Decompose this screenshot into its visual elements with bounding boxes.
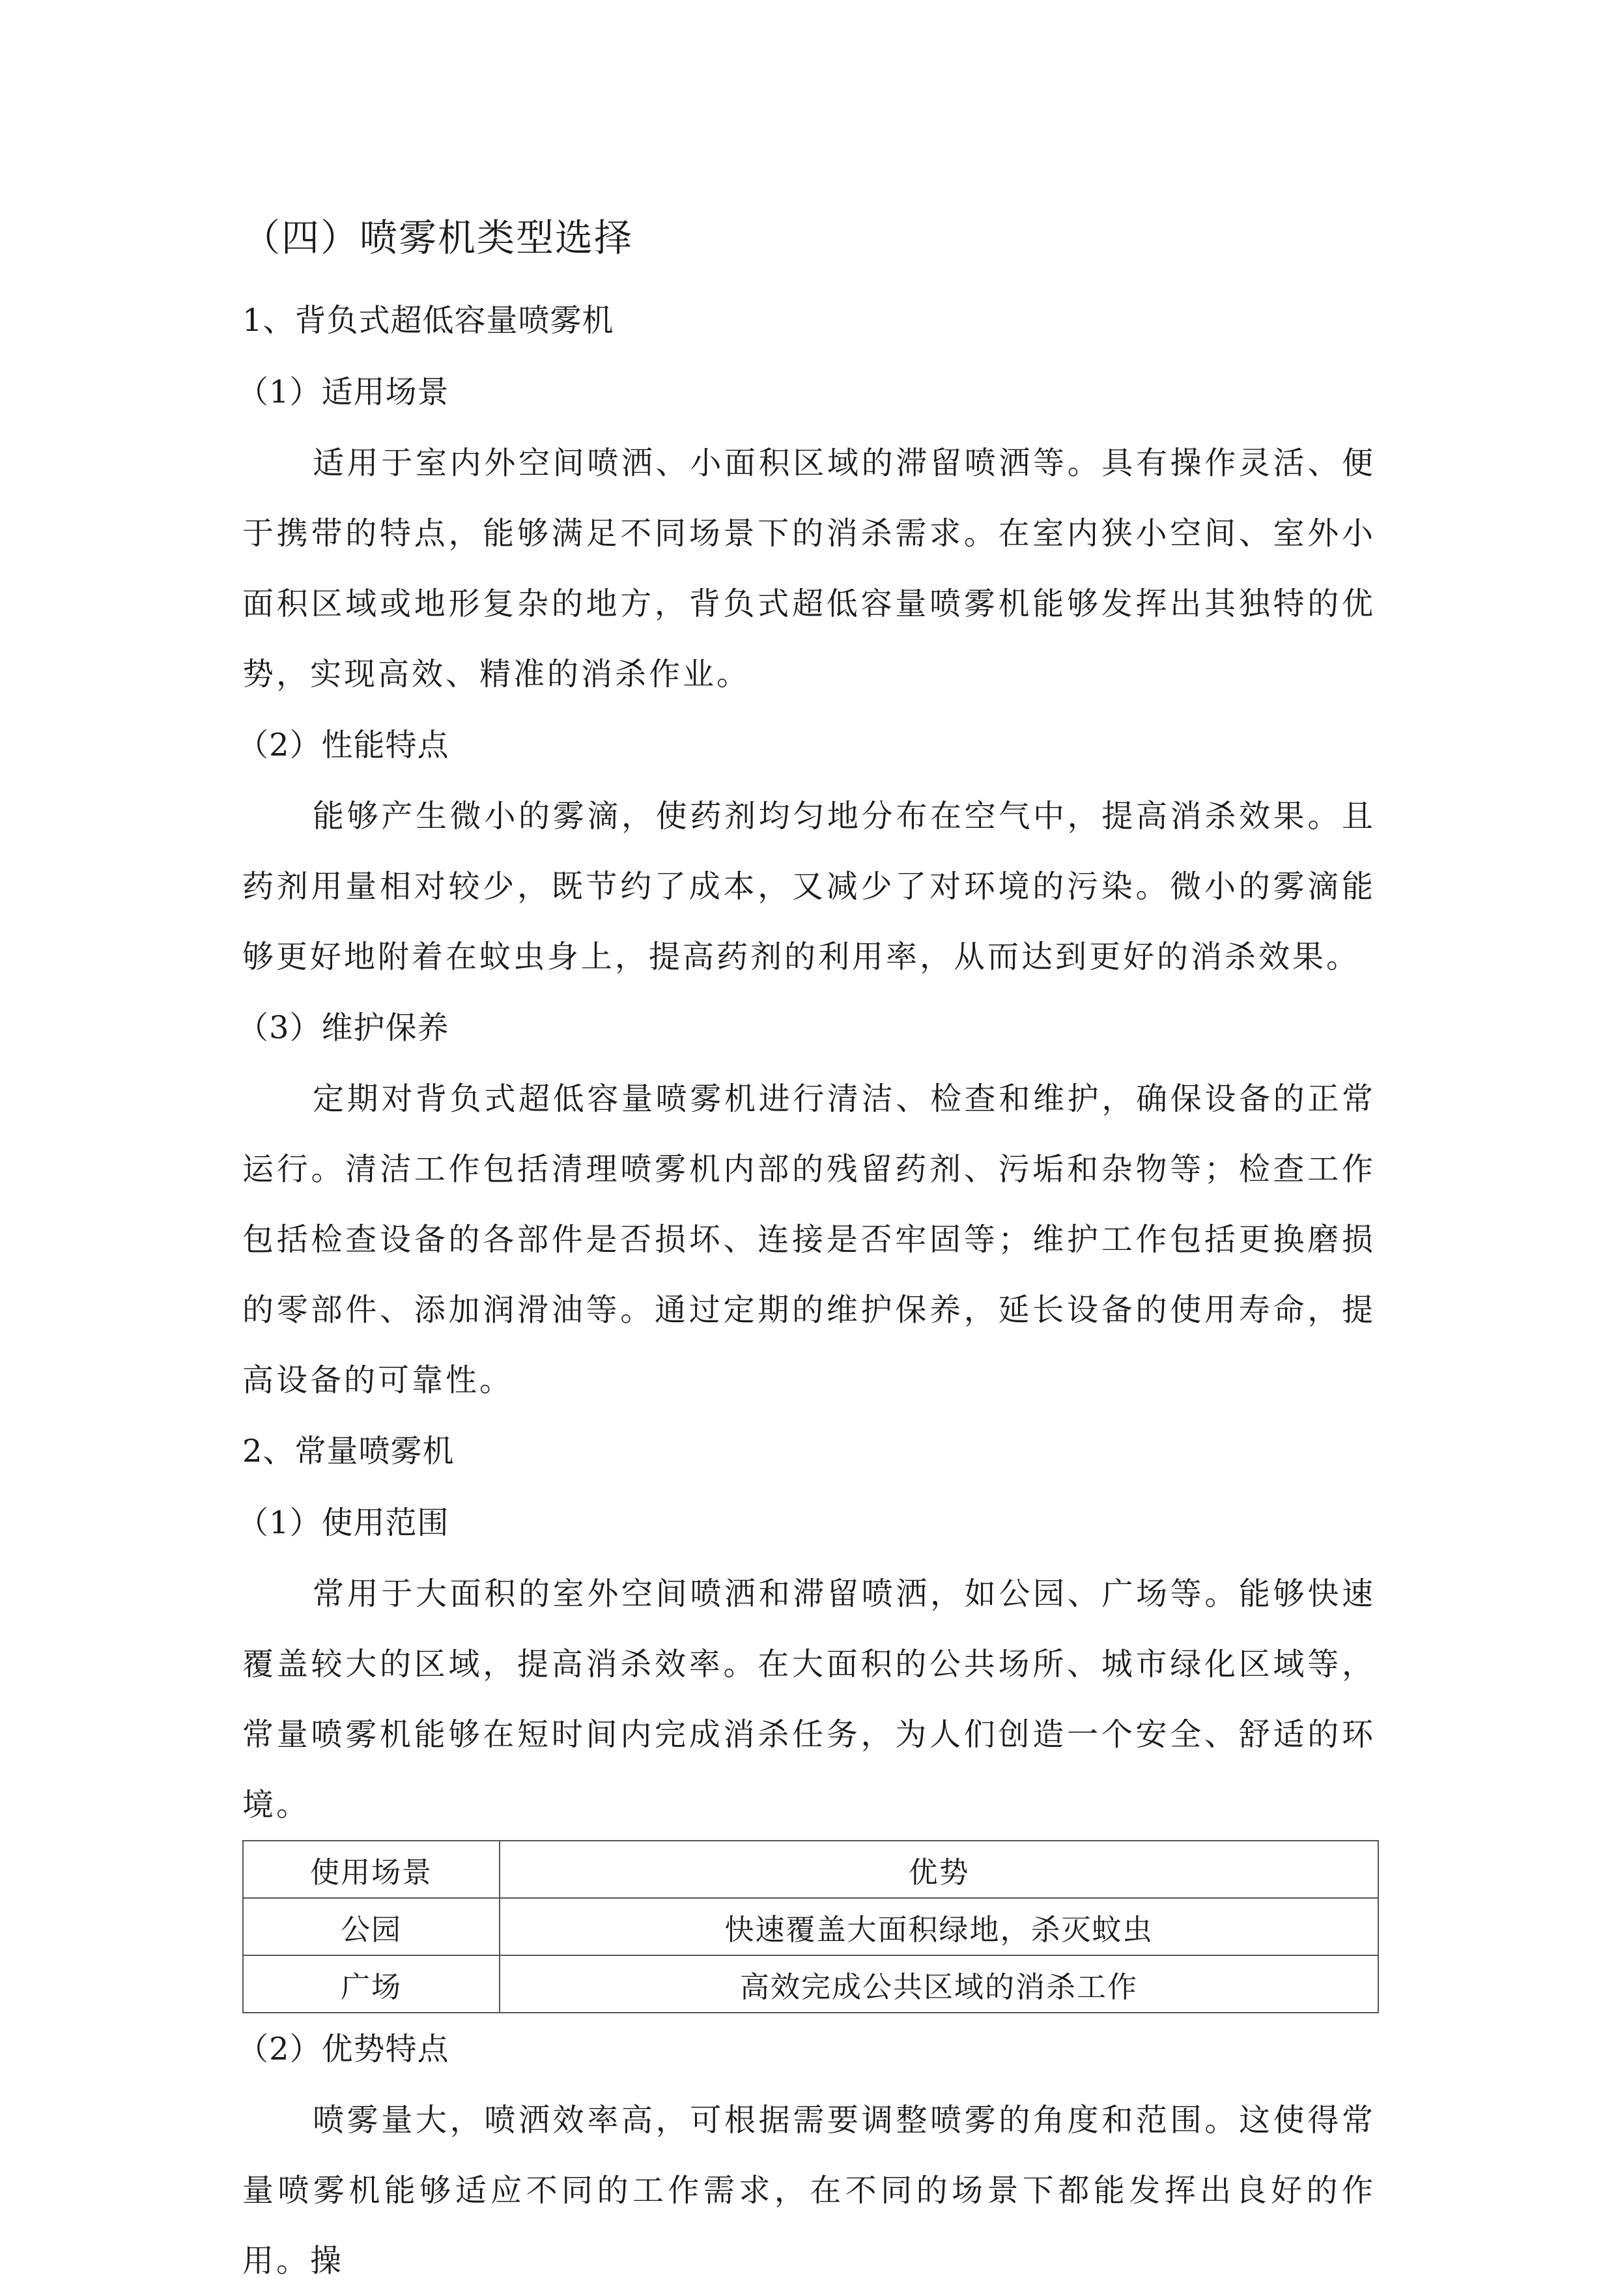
usage-table xyxy=(242,1840,1379,2013)
table-row xyxy=(243,1955,1378,2013)
table-header-row xyxy=(243,1841,1378,1898)
table-header-cell: 使用场景 xyxy=(243,1841,500,1898)
paragraph-2-1: 常用于大面积的室外空间喷洒和滞留喷洒，如公园、广场等。能够快速覆盖较大的区域，提高消杀效率。在大面积的公共场所、城市绿化区域等，常量喷雾机能够在短时间内完成消杀任务，为人们创造一个安全、舒适的环境。 xyxy=(242,1576,1376,1823)
section-title: （四）喷雾机类型选择 xyxy=(242,216,634,260)
section-heading-1: 1、背负式超低容量喷雾机 xyxy=(242,302,614,339)
table-cell: 公园 xyxy=(243,1898,500,1955)
section-heading-2: 2、常量喷雾机 xyxy=(242,1433,455,1469)
subsection-heading-1-1: （1）适用场景 xyxy=(237,374,449,410)
table-cell: 高效完成公共区域的消杀工作 xyxy=(500,1955,1378,2013)
document-body xyxy=(237,285,1376,2296)
paragraph-1-2: 能够产生微小的雾滴，使药剂均匀地分布在空气中，提高消杀效果。且药剂用量相对较少，既节约了成本，又减少了对环境的污染。微小的雾滴能够更好地附着在蚊虫身上，提高药剂的利用率，从而达到更好的消杀效果。 xyxy=(242,798,1376,975)
paragraph-2-2: 喷雾量大，喷洒效率高，可根据需要调整喷雾的角度和范围。这使得常量喷雾机能够适应不同的工作需求，在不同的场景下都能发挥出良好的作用。操 xyxy=(242,2102,1376,2279)
paragraph-1-3: 定期对背负式超低容量喷雾机进行清洁、检查和维护，确保设备的正常运行。清洁工作包括清理喷雾机内部的残留药剂、污垢和杂物等；检查工作包括检查设备的各部件是否损坏、连接是否牢固等；维护工作包括更换磨损的零部件、添加润滑油等。通过定期的维护保养，延长设备的使用寿命，提高设备的可靠性。 xyxy=(242,1081,1376,1398)
table-row xyxy=(243,1898,1378,1955)
table-header-cell: 优势 xyxy=(500,1841,1378,1898)
subsection-heading-2-2: （2）优势特点 xyxy=(237,2031,449,2067)
table-cell: 快速覆盖大面积绿地，杀灭蚊虫 xyxy=(500,1898,1378,1955)
subsection-heading-2-1: （1）使用范围 xyxy=(237,1505,449,1541)
subsection-heading-1-2: （2）性能特点 xyxy=(237,727,449,763)
subsection-heading-1-3: （3）维护保养 xyxy=(237,1010,449,1046)
table-cell: 广场 xyxy=(243,1955,500,2013)
paragraph-1-1: 适用于室内外空间喷洒、小面积区域的滞留喷洒等。具有操作灵活、便于携带的特点，能够满足不同场景下的消杀需求。在室内狭小空间、室外小面积区域或地形复杂的地方，背负式超低容量喷雾机能够发挥出其独特的优势，实现高效、精准的消杀作业。 xyxy=(242,445,1376,692)
